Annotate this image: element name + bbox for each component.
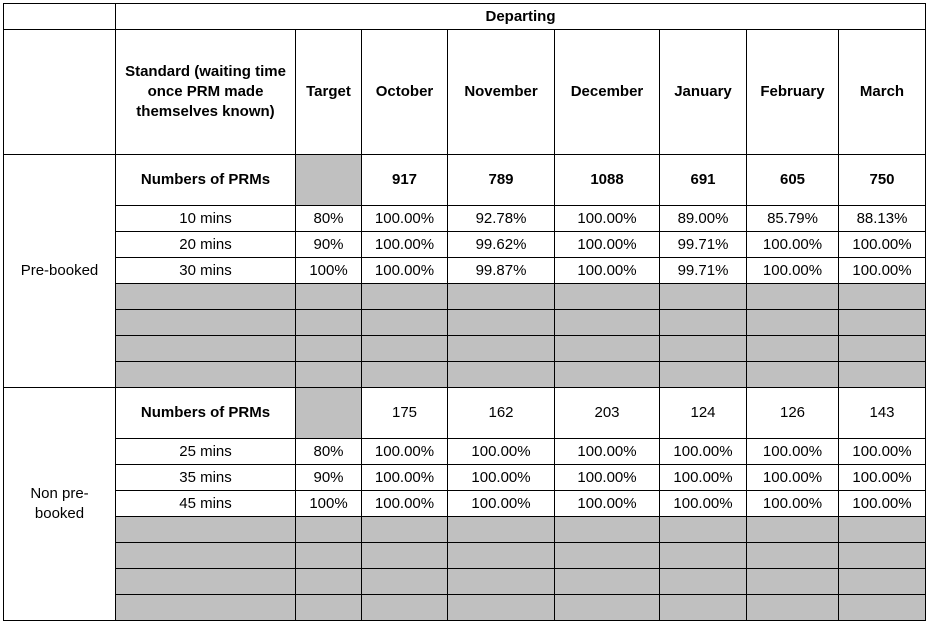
prebooked-empty-row	[4, 310, 926, 336]
prebooked-empty-row	[4, 336, 926, 362]
nonprebooked-empty-cell	[448, 595, 555, 621]
nonprebooked-value-cell: 100.00%	[839, 491, 926, 517]
nonprebooked-value-cell: 100.00%	[362, 439, 448, 465]
prebooked-value-cell: 100.00%	[362, 206, 448, 232]
prebooked-empty-cell	[839, 284, 926, 310]
prebooked-value-cell: 100.00%	[747, 232, 839, 258]
prebooked-empty-cell	[747, 336, 839, 362]
prebooked-empty-cell	[116, 310, 296, 336]
nonprebooked-empty-cell	[116, 595, 296, 621]
prebooked-numbers-cell: 691	[660, 155, 747, 206]
nonprebooked-numbers-cell: 143	[839, 388, 926, 439]
prebooked-value-cell: 100.00%	[747, 258, 839, 284]
prebooked-numbers-row	[4, 155, 926, 206]
nonprebooked-value-cell: 100.00%	[555, 439, 660, 465]
prebooked-empty-row	[4, 284, 926, 310]
prebooked-empty-cell	[747, 310, 839, 336]
prebooked-numbers-target-blank	[296, 155, 362, 206]
prebooked-standard-row	[4, 232, 926, 258]
nonprebooked-empty-cell	[747, 543, 839, 569]
prebooked-empty-row	[4, 362, 926, 388]
prebooked-target-cell: 90%	[296, 232, 362, 258]
nonprebooked-standard-label: 45 mins	[116, 491, 296, 517]
prebooked-empty-cell	[362, 310, 448, 336]
prebooked-empty-cell	[448, 310, 555, 336]
month-header-october: October	[362, 30, 448, 155]
prebooked-numbers-cell: 789	[448, 155, 555, 206]
nonprebooked-empty-cell	[747, 569, 839, 595]
prebooked-empty-cell	[448, 362, 555, 388]
nonprebooked-numbers-row	[4, 388, 926, 439]
nonprebooked-value-cell: 100.00%	[660, 491, 747, 517]
nonprebooked-empty-cell	[839, 595, 926, 621]
prebooked-empty-cell	[555, 284, 660, 310]
nonprebooked-empty-cell	[362, 569, 448, 595]
prebooked-empty-cell	[362, 336, 448, 362]
nonprebooked-empty-cell	[116, 543, 296, 569]
nonprebooked-value-cell: 100.00%	[362, 465, 448, 491]
nonprebooked-empty-cell	[839, 517, 926, 543]
departing-header: Departing	[116, 4, 926, 30]
month-header-december: December	[555, 30, 660, 155]
prebooked-empty-cell	[660, 336, 747, 362]
nonprebooked-empty-cell	[555, 543, 660, 569]
nonprebooked-value-cell: 100.00%	[839, 465, 926, 491]
month-header-january: January	[660, 30, 747, 155]
prebooked-value-cell: 99.71%	[660, 258, 747, 284]
prebooked-empty-cell	[116, 336, 296, 362]
nonprebooked-value-cell: 100.00%	[362, 491, 448, 517]
prebooked-empty-cell	[116, 362, 296, 388]
nonprebooked-value-cell: 100.00%	[660, 439, 747, 465]
prebooked-empty-cell	[747, 284, 839, 310]
nonprebooked-value-cell: 100.00%	[839, 439, 926, 465]
prebooked-empty-cell	[296, 310, 362, 336]
nonprebooked-standard-row	[4, 465, 926, 491]
prebooked-numbers-label: Numbers of PRMs	[116, 155, 296, 206]
prebooked-standard-label: 10 mins	[116, 206, 296, 232]
nonprebooked-empty-cell	[296, 517, 362, 543]
nonprebooked-empty-cell	[296, 569, 362, 595]
nonprebooked-value-cell: 100.00%	[747, 491, 839, 517]
prebooked-empty-cell	[555, 336, 660, 362]
prebooked-empty-cell	[747, 362, 839, 388]
month-header-november: November	[448, 30, 555, 155]
prebooked-group-label: Pre-booked	[4, 155, 116, 388]
nonprebooked-empty-row	[4, 595, 926, 621]
nonprebooked-empty-cell	[839, 543, 926, 569]
prebooked-empty-cell	[296, 336, 362, 362]
header-row-columns	[4, 30, 926, 155]
nonprebooked-standard-label: 35 mins	[116, 465, 296, 491]
prebooked-value-cell: 100.00%	[362, 258, 448, 284]
nonprebooked-empty-cell	[747, 517, 839, 543]
prebooked-empty-cell	[296, 284, 362, 310]
prebooked-numbers-cell: 605	[747, 155, 839, 206]
nonprebooked-empty-row	[4, 569, 926, 595]
prebooked-value-cell: 100.00%	[555, 258, 660, 284]
prebooked-target-cell: 100%	[296, 258, 362, 284]
prebooked-value-cell: 99.87%	[448, 258, 555, 284]
nonprebooked-value-cell: 100.00%	[448, 465, 555, 491]
nonprebooked-numbers-cell: 203	[555, 388, 660, 439]
prebooked-numbers-cell: 917	[362, 155, 448, 206]
nonprebooked-target-cell: 90%	[296, 465, 362, 491]
nonprebooked-empty-cell	[448, 517, 555, 543]
prebooked-standard-label: 30 mins	[116, 258, 296, 284]
prebooked-empty-cell	[296, 362, 362, 388]
prebooked-empty-cell	[660, 362, 747, 388]
prebooked-empty-cell	[839, 362, 926, 388]
prebooked-empty-cell	[660, 284, 747, 310]
prebooked-empty-cell	[839, 336, 926, 362]
prebooked-value-cell: 100.00%	[555, 206, 660, 232]
prebooked-value-cell: 89.00%	[660, 206, 747, 232]
nonprebooked-empty-cell	[362, 517, 448, 543]
nonprebooked-numbers-cell: 162	[448, 388, 555, 439]
nonprebooked-empty-cell	[839, 569, 926, 595]
nonprebooked-empty-row	[4, 517, 926, 543]
prebooked-standard-label: 20 mins	[116, 232, 296, 258]
nonprebooked-target-cell: 80%	[296, 439, 362, 465]
nonprebooked-empty-cell	[660, 569, 747, 595]
prebooked-value-cell: 100.00%	[362, 232, 448, 258]
prebooked-empty-cell	[660, 310, 747, 336]
prebooked-value-cell: 99.71%	[660, 232, 747, 258]
nonprebooked-empty-cell	[555, 595, 660, 621]
prebooked-empty-cell	[555, 310, 660, 336]
prebooked-value-cell: 85.79%	[747, 206, 839, 232]
nonprebooked-value-cell: 100.00%	[747, 439, 839, 465]
nonprebooked-empty-cell	[747, 595, 839, 621]
prebooked-empty-cell	[839, 310, 926, 336]
nonprebooked-value-cell: 100.00%	[555, 465, 660, 491]
month-header-february: February	[747, 30, 839, 155]
nonprebooked-empty-cell	[660, 517, 747, 543]
nonprebooked-standard-row	[4, 491, 926, 517]
nonprebooked-empty-cell	[448, 569, 555, 595]
standard-header: Standard (waiting time once PRM made themselves known)	[116, 30, 296, 155]
nonprebooked-value-cell: 100.00%	[660, 465, 747, 491]
month-header-march: March	[839, 30, 926, 155]
nonprebooked-empty-cell	[555, 517, 660, 543]
nonprebooked-empty-cell	[296, 543, 362, 569]
prebooked-value-cell: 100.00%	[839, 258, 926, 284]
prebooked-empty-cell	[362, 362, 448, 388]
nonprebooked-empty-cell	[362, 595, 448, 621]
nonprebooked-target-cell: 100%	[296, 491, 362, 517]
nonprebooked-empty-cell	[116, 517, 296, 543]
nonprebooked-empty-cell	[660, 595, 747, 621]
prebooked-empty-cell	[362, 284, 448, 310]
nonprebooked-empty-cell	[555, 569, 660, 595]
nonprebooked-value-cell: 100.00%	[448, 439, 555, 465]
nonprebooked-value-cell: 100.00%	[747, 465, 839, 491]
prebooked-empty-cell	[116, 284, 296, 310]
nonprebooked-empty-cell	[362, 543, 448, 569]
nonprebooked-standard-label: 25 mins	[116, 439, 296, 465]
corner-cell	[4, 4, 116, 30]
prm-departing-table	[3, 3, 926, 621]
corner-cell-2	[4, 30, 116, 155]
nonprebooked-value-cell: 100.00%	[555, 491, 660, 517]
prebooked-empty-cell	[448, 336, 555, 362]
nonprebooked-empty-row	[4, 543, 926, 569]
prebooked-target-cell: 80%	[296, 206, 362, 232]
nonprebooked-empty-cell	[296, 595, 362, 621]
nonprebooked-value-cell: 100.00%	[448, 491, 555, 517]
nonprebooked-standard-row	[4, 439, 926, 465]
header-row-departing	[4, 4, 926, 30]
prebooked-empty-cell	[448, 284, 555, 310]
prebooked-standard-row	[4, 258, 926, 284]
prebooked-value-cell: 100.00%	[555, 232, 660, 258]
prebooked-value-cell: 88.13%	[839, 206, 926, 232]
nonprebooked-numbers-cell: 126	[747, 388, 839, 439]
nonprebooked-empty-cell	[660, 543, 747, 569]
nonprebooked-numbers-cell: 124	[660, 388, 747, 439]
nonprebooked-empty-cell	[448, 543, 555, 569]
prebooked-empty-cell	[555, 362, 660, 388]
prebooked-numbers-cell: 1088	[555, 155, 660, 206]
nonprebooked-numbers-target-blank	[296, 388, 362, 439]
prebooked-standard-row	[4, 206, 926, 232]
target-header: Target	[296, 30, 362, 155]
nonprebooked-group-label: Non pre-booked	[4, 388, 116, 621]
prebooked-numbers-cell: 750	[839, 155, 926, 206]
nonprebooked-numbers-cell: 175	[362, 388, 448, 439]
prebooked-value-cell: 99.62%	[448, 232, 555, 258]
prebooked-value-cell: 100.00%	[839, 232, 926, 258]
nonprebooked-empty-cell	[116, 569, 296, 595]
nonprebooked-numbers-label: Numbers of PRMs	[116, 388, 296, 439]
prebooked-value-cell: 92.78%	[448, 206, 555, 232]
